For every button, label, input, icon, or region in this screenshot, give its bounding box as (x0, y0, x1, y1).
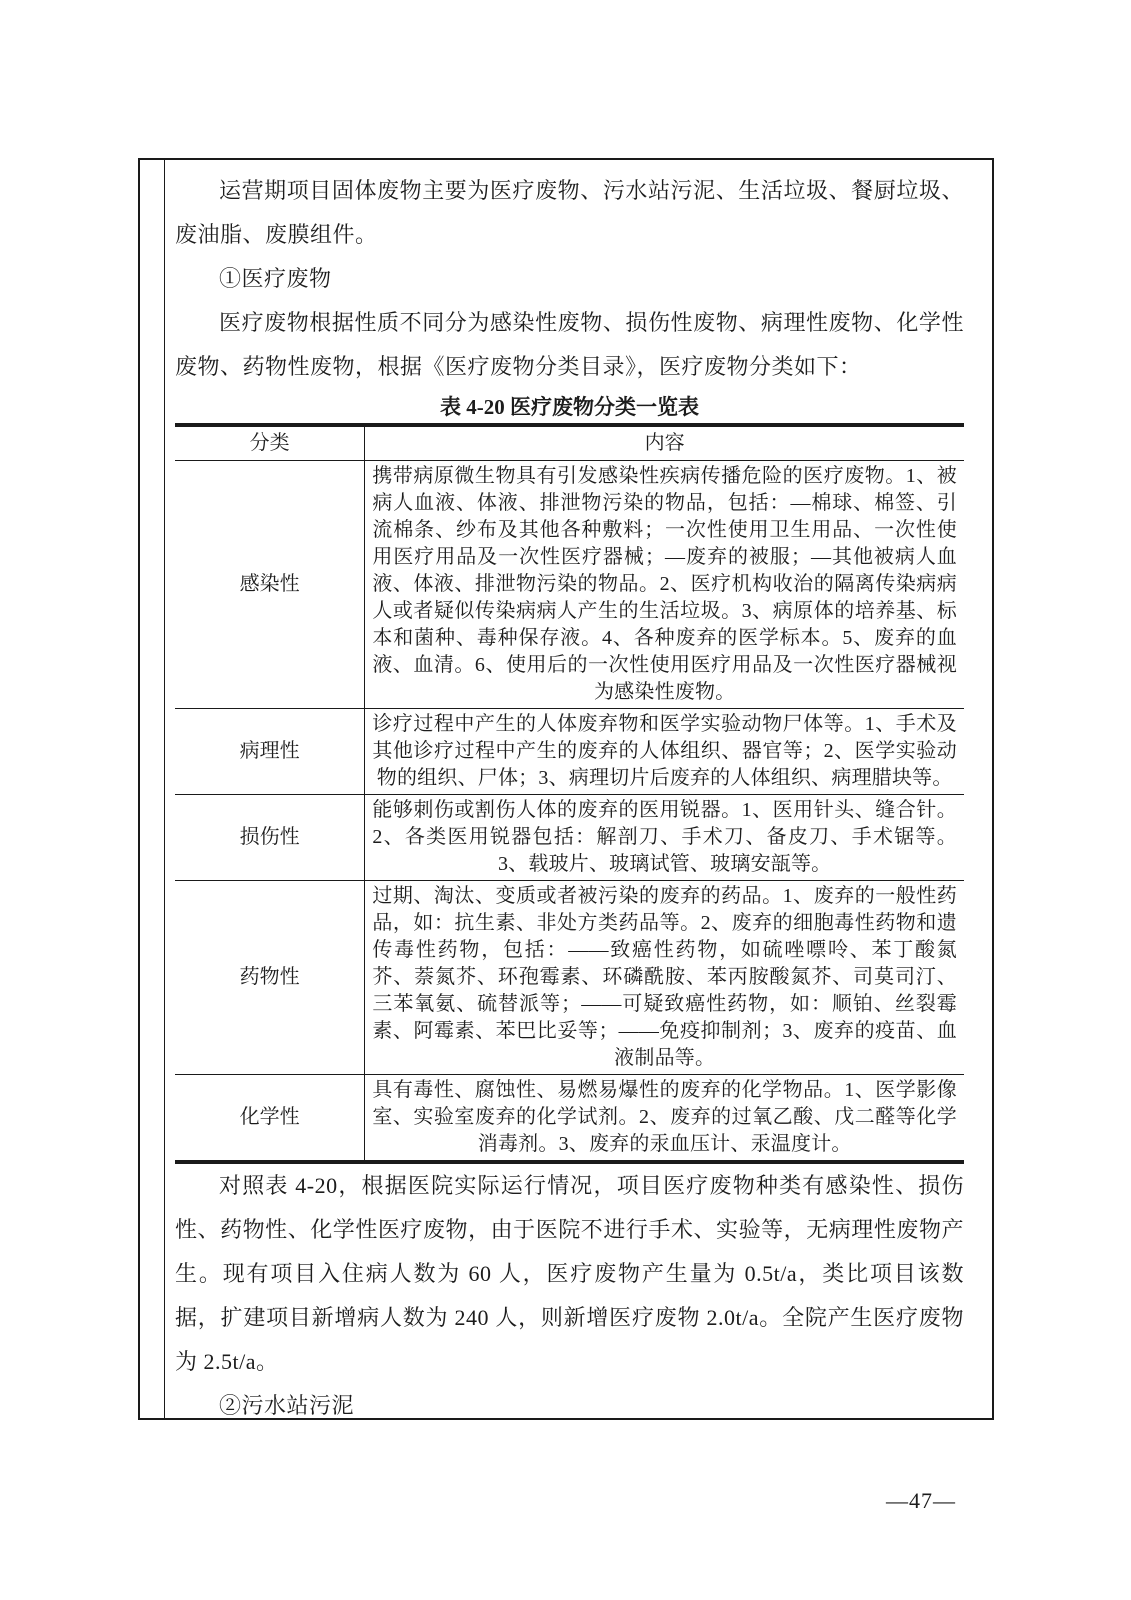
medical-waste-table (175, 423, 964, 1164)
category-content: 诊疗过程中产生的人体废弃物和医学实验动物尸体等。1、手术及其他诊疗过程中产生的废弃的人体组织、器官等；2、医学实验动物的组织、尸体；3、病理切片后废弃的人体组织、病理腊块等。 (365, 709, 964, 795)
left-gutter (140, 160, 165, 1418)
table-row-infectious (175, 461, 964, 709)
table-row-chemical (175, 1075, 964, 1163)
table-title: 表 4-20 医疗废物分类一览表 (440, 395, 699, 419)
category-label: 病理性 (175, 709, 365, 795)
category-label: 药物性 (175, 881, 365, 1075)
page-number: —47— (886, 1488, 956, 1513)
category-content: 携带病原微生物具有引发感染性疾病传播危险的医疗废物。1、被病人血液、体液、排泄物污染的物品，包括：—棉球、棉签、引流棉条、纱布及其他各种敷料；一次性使用卫生用品、一次性使用医疗用品及一次性医疗器械；—废弃的被服；—其他被病人血液、体液、排泄物污染的物品。2、医疗机构收治的隔离传染病病人或者疑似传染病病人产生的生活垃圾。3、病原体的培养基、标本和菌种、毒种保存液。4、各种废弃的医学标本。5、废弃的血液、血清。6、使用后的一次性使用医疗用品及一次性医疗器械视为感染性废物。 (365, 461, 964, 709)
table-row-pathological (175, 709, 964, 795)
category-content: 具有毒性、腐蚀性、易燃易爆性的废弃的化学物品。1、医学影像室、实验室废弃的化学试剂。2、废弃的过氧乙酸、戊二醛等化学消毒剂。3、废弃的汞血压计、汞温度计。 (365, 1075, 964, 1163)
table-row-pharmaceutical (175, 881, 964, 1075)
content-area (165, 160, 992, 1418)
heading-sludge: ②污水站污泥 (219, 1393, 355, 1418)
heading-medical-waste: ①医疗废物 (219, 266, 332, 291)
content-box (138, 158, 994, 1420)
category-label: 感染性 (175, 461, 365, 709)
paragraph-solid-waste-intro: 运营期项目固体废物主要为医疗废物、污水站污泥、生活垃圾、餐厨垃圾、废油脂、废膜组件。 (175, 178, 964, 247)
category-content: 过期、淘汰、变质或者被污染的废弃的药品。1、废弃的一般性药品，如：抗生素、非处方类药品等。2、废弃的细胞毒性药物和遗传毒性药物，包括：——致癌性药物，如硫唑嘌呤、苯丁酸氮芥、萘氮芥、环孢霉素、环磷酰胺、苯丙胺酸氮芥、司莫司汀、三苯氧氨、硫替派等；——可疑致癌性药物，如：顺铂、丝裂霉素、阿霉素、苯巴比妥等；——免疫抑制剂；3、废弃的疫苗、血液制品等。 (365, 881, 964, 1075)
paragraph-classification-intro: 医疗废物根据性质不同分为感染性废物、损伤性废物、病理性废物、化学性废物、药物性废物，根据《医疗废物分类目录》，医疗废物分类如下： (175, 310, 964, 379)
table-header-content: 内容 (365, 425, 964, 461)
table-row-sharps (175, 795, 964, 881)
category-content: 能够刺伤或割伤人体的废弃的医用锐器。1、医用针头、缝合针。2、各类医用锐器包括：解剖刀、手术刀、备皮刀、手术锯等。3、载玻片、玻璃试管、玻璃安瓿等。 (365, 795, 964, 881)
table-header-category: 分类 (175, 425, 365, 461)
category-label: 损伤性 (175, 795, 365, 881)
category-label: 化学性 (175, 1075, 365, 1163)
table-header-row (175, 425, 964, 461)
paragraph-comparison: 对照表 4-20，根据医院实际运行情况，项目医疗废物种类有感染性、损伤性、药物性、化学性医疗废物，由于医院不进行手术、实验等，无病理性废物产生。现有项目入住病人数为 60 人，医疗废物产生量为 0.5t/a，类比项目该数据，扩建项目新增病人数为 240 人，则新增医疗废物 2.0t/a。全院产生医疗废物为 2.5t/a。 (175, 1173, 964, 1374)
